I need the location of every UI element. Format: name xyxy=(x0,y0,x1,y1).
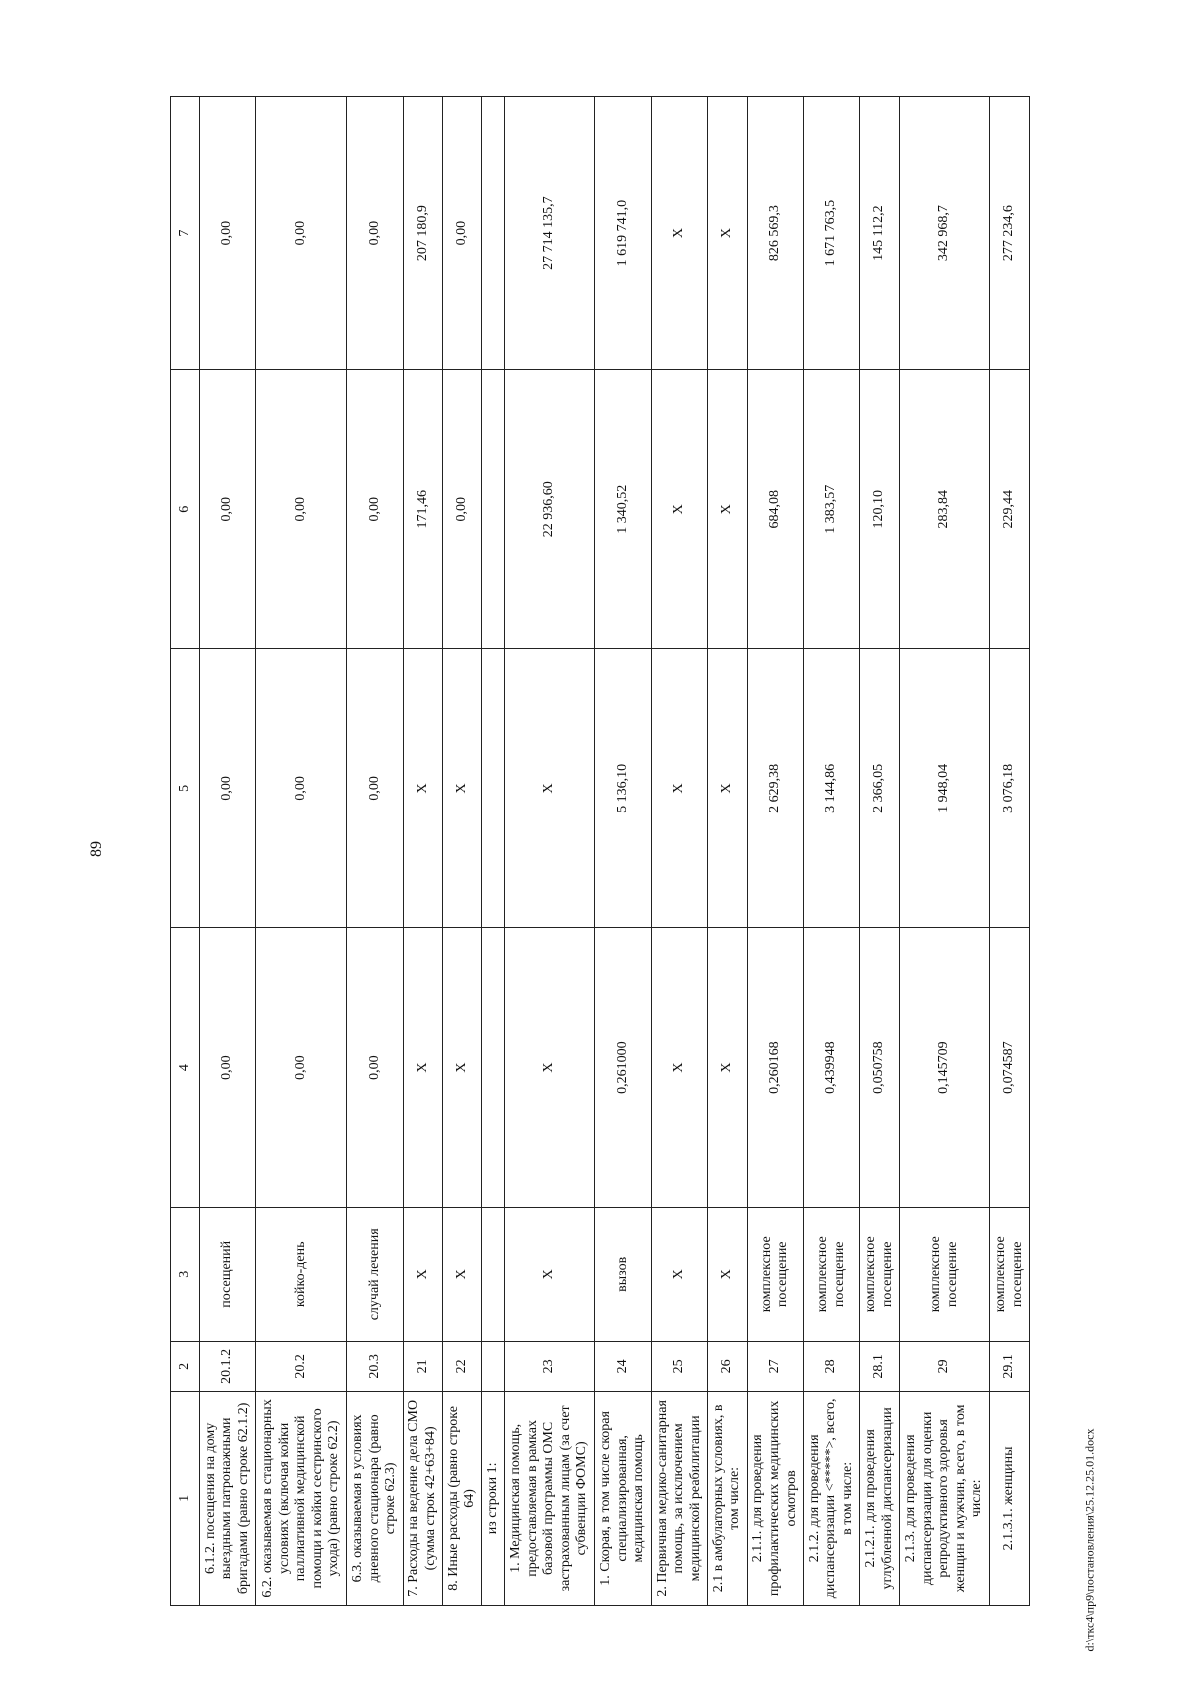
row-value: 684,08 xyxy=(747,370,803,649)
row-value: 1 948,04 xyxy=(899,649,990,928)
row-value: 826 569,3 xyxy=(747,97,803,370)
row-number: 28.1 xyxy=(860,1341,899,1391)
row-number: 28 xyxy=(804,1341,860,1391)
row-number: 23 xyxy=(504,1341,595,1391)
row-value: 0,145709 xyxy=(899,928,990,1207)
row-value: Х xyxy=(403,649,442,928)
table-row xyxy=(860,97,899,1606)
row-description: 2.1.2.1. для проведения углубленной диспансеризации xyxy=(860,1391,899,1605)
empty-cell xyxy=(482,97,504,370)
row-value: 0,260168 xyxy=(747,928,803,1207)
row-value: Х xyxy=(708,97,747,370)
row-number: 20.2 xyxy=(256,1341,347,1391)
row-number: 22 xyxy=(442,1341,481,1391)
row-value: 0,00 xyxy=(200,649,256,928)
row-unit: Х xyxy=(651,1207,707,1341)
row-value: 0,00 xyxy=(256,370,347,649)
table-row xyxy=(708,97,747,1606)
row-unit: комплексное посещение xyxy=(747,1207,803,1341)
row-unit: Х xyxy=(442,1207,481,1341)
row-description: 6.2. оказываемая в стационарных условиях (включая койки паллиативной медицинской помощи и койки сестринского ухода) (равно строке 62.2) xyxy=(256,1391,347,1605)
row-value: 0,00 xyxy=(200,928,256,1207)
header-cell: 4 xyxy=(171,928,200,1207)
empty-cell xyxy=(482,1207,504,1341)
row-value: 0,00 xyxy=(347,928,403,1207)
row-description: 6.3. оказываемая в условиях дневного стационара (равно строке 62.3) xyxy=(347,1391,403,1605)
row-value: Х xyxy=(442,928,481,1207)
data-table xyxy=(170,96,1030,1606)
row-number: 20.1.2 xyxy=(200,1341,256,1391)
header-cell: 2 xyxy=(171,1341,200,1391)
footer-file-path xyxy=(1080,1428,1100,1652)
row-unit: Х xyxy=(504,1207,595,1341)
row-value: 0,00 xyxy=(200,97,256,370)
row-value: 22 936,60 xyxy=(504,370,595,649)
row-value: Х xyxy=(504,649,595,928)
row-value: 1 383,57 xyxy=(804,370,860,649)
table-row xyxy=(504,97,595,1606)
row-value: 1 619 741,0 xyxy=(595,97,651,370)
row-unit: Х xyxy=(403,1207,442,1341)
row-unit: Х xyxy=(708,1207,747,1341)
row-unit: посещений xyxy=(200,1207,256,1341)
empty-cell xyxy=(482,928,504,1207)
table-container xyxy=(170,96,1030,1606)
empty-cell xyxy=(482,1341,504,1391)
row-value: 0,00 xyxy=(347,649,403,928)
row-value: 3 144,86 xyxy=(804,649,860,928)
row-description: 2.1.2. для проведения диспансеризации <*****>, всего, в том числе: xyxy=(804,1391,860,1605)
table-row xyxy=(595,97,651,1606)
empty-cell xyxy=(482,370,504,649)
row-unit: комплексное посещение xyxy=(860,1207,899,1341)
row-description: 7. Расходы на ведение дела СМО (сумма строк 42+63+84) xyxy=(403,1391,442,1605)
footer-file-path-text: d:\ткс4\пр9\постановления\25.12.25.01.docx xyxy=(1082,1428,1097,1652)
row-value: Х xyxy=(504,928,595,1207)
row-unit: койко-день xyxy=(256,1207,347,1341)
rotated-table xyxy=(170,96,1030,1606)
row-description: 1. Скорая, в том числе скорая специализированная, медицинская помощь xyxy=(595,1391,651,1605)
row-value: 145 112,2 xyxy=(860,97,899,370)
row-value: 0,074587 xyxy=(990,928,1030,1207)
row-number: 25 xyxy=(651,1341,707,1391)
row-value: 0,00 xyxy=(442,97,481,370)
table-header-row xyxy=(171,97,200,1606)
row-description: 2. Первичная медико-санитарная помощь, за исключением медицинской реабилитации xyxy=(651,1391,707,1605)
row-value: 0,00 xyxy=(256,928,347,1207)
table-row xyxy=(347,97,403,1606)
table-row xyxy=(651,97,707,1606)
table-row xyxy=(990,97,1030,1606)
row-unit: комплексное посещение xyxy=(899,1207,990,1341)
row-value: 229,44 xyxy=(990,370,1030,649)
row-description: 8. Иные расходы (равно строке 64) xyxy=(442,1391,481,1605)
row-value: 342 968,7 xyxy=(899,97,990,370)
row-value: 0,050758 xyxy=(860,928,899,1207)
row-value: 2 366,05 xyxy=(860,649,899,928)
header-cell: 7 xyxy=(171,97,200,370)
row-number: 27 xyxy=(747,1341,803,1391)
row-value: Х xyxy=(708,928,747,1207)
row-number: 29 xyxy=(899,1341,990,1391)
row-value: 0,00 xyxy=(256,97,347,370)
row-value: Х xyxy=(651,97,707,370)
row-value: 283,84 xyxy=(899,370,990,649)
row-description: 1. Медицинская помощь, предоставляемая в рамках базовой программы ОМС застрахованным лицам (за счет субвенции ФОМС) xyxy=(504,1391,595,1605)
row-unit: случай лечения xyxy=(347,1207,403,1341)
row-unit: комплексное посещение xyxy=(804,1207,860,1341)
row-value: 0,439948 xyxy=(804,928,860,1207)
row-value: 27 714 135,7 xyxy=(504,97,595,370)
row-number: 24 xyxy=(595,1341,651,1391)
header-cell: 5 xyxy=(171,649,200,928)
row-value: 0,00 xyxy=(347,370,403,649)
subheader-label: из строки 1: xyxy=(482,1391,504,1605)
row-value: 1 340,52 xyxy=(595,370,651,649)
header-cell: 6 xyxy=(171,370,200,649)
row-value: 1 671 763,5 xyxy=(804,97,860,370)
row-value: 3 076,18 xyxy=(990,649,1030,928)
row-number: 26 xyxy=(708,1341,747,1391)
row-description: 2.1.3. для проведения диспансеризации для оценки репродуктивного здоровья женщин и мужчин, всего, в том числе: xyxy=(899,1391,990,1605)
row-value: Х xyxy=(403,928,442,1207)
empty-cell xyxy=(482,649,504,928)
table-row xyxy=(200,97,256,1606)
row-value: Х xyxy=(651,928,707,1207)
row-value: 0,261000 xyxy=(595,928,651,1207)
table-row xyxy=(403,97,442,1606)
row-value: Х xyxy=(708,649,747,928)
row-value: 207 180,9 xyxy=(403,97,442,370)
row-value: 277 234,6 xyxy=(990,97,1030,370)
row-value: 120,10 xyxy=(860,370,899,649)
row-description: 2.1 в амбулаторных условиях, в том числе: xyxy=(708,1391,747,1605)
header-cell: 3 xyxy=(171,1207,200,1341)
table-subheader-row xyxy=(482,97,504,1606)
row-number: 21 xyxy=(403,1341,442,1391)
table-row xyxy=(804,97,860,1606)
row-value: 5 136,10 xyxy=(595,649,651,928)
table-row xyxy=(256,97,347,1606)
table-row xyxy=(442,97,481,1606)
row-value: Х xyxy=(651,370,707,649)
row-value: Х xyxy=(442,649,481,928)
row-value: 0,00 xyxy=(347,97,403,370)
row-value: 2 629,38 xyxy=(747,649,803,928)
row-description: 6.1.2. посещения на дому выездными патронажными бригадами (равно строке 62.1.2) xyxy=(200,1391,256,1605)
row-description: 2.1.1. для проведения профилактических медицинских осмотров xyxy=(747,1391,803,1605)
row-value: 0,00 xyxy=(200,370,256,649)
row-value: 0,00 xyxy=(256,649,347,928)
table-row xyxy=(899,97,990,1606)
row-number: 20.3 xyxy=(347,1341,403,1391)
row-number: 29.1 xyxy=(990,1341,1030,1391)
header-cell: 1 xyxy=(171,1391,200,1605)
row-value: 171,46 xyxy=(403,370,442,649)
table-row xyxy=(747,97,803,1606)
row-unit: комплексное посещение xyxy=(990,1207,1030,1341)
page-number: 89 xyxy=(88,841,105,857)
row-value: 0,00 xyxy=(442,370,481,649)
row-value: Х xyxy=(651,649,707,928)
row-description: 2.1.3.1. женщины xyxy=(990,1391,1030,1605)
row-value: Х xyxy=(708,370,747,649)
row-unit: вызов xyxy=(595,1207,651,1341)
